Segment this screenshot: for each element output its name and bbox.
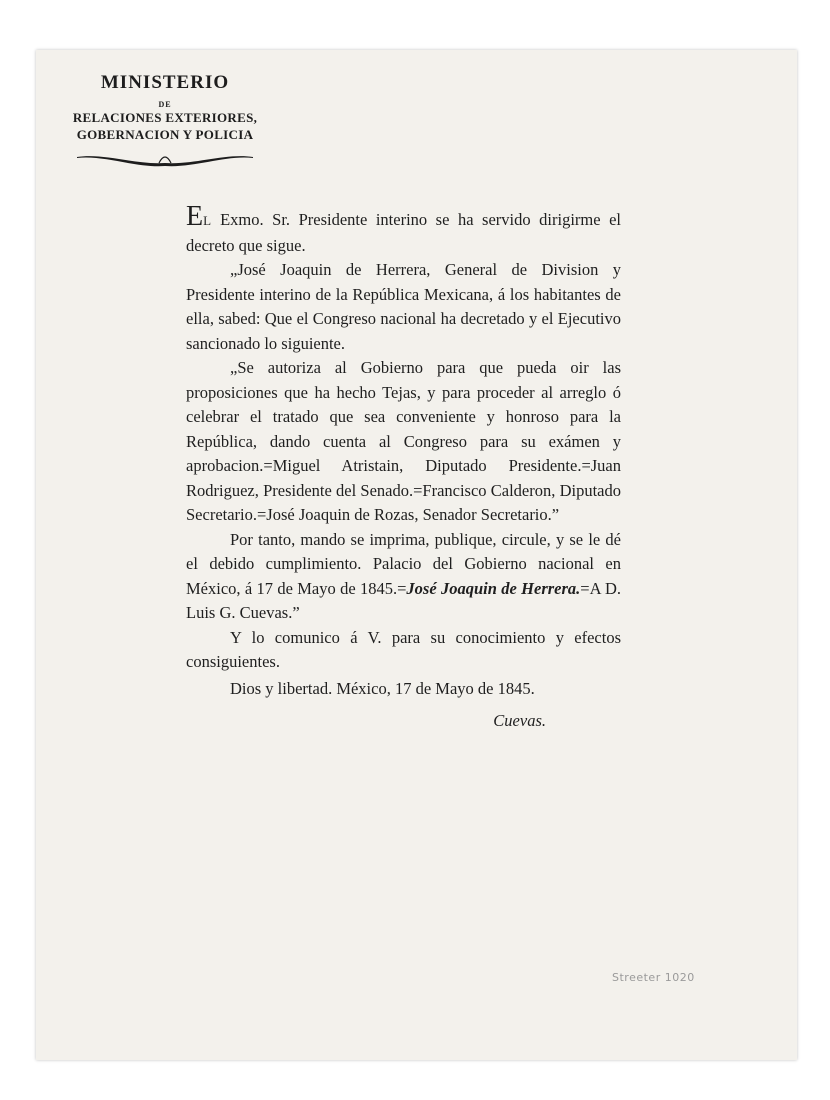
flourish-ornament <box>75 149 255 169</box>
paragraph-4-text-b: =A D. Luis G. Cuevas.” <box>186 578 621 622</box>
ministry-title: MINISTERIO <box>100 72 230 93</box>
paragraph-4 <box>186 528 621 626</box>
ministry-header <box>60 72 270 169</box>
drop-cap-smallcap: L <box>203 213 212 228</box>
ministry-line-1: RELACIONES EXTERIORES, <box>72 110 258 125</box>
closing-line: Dios y libertad. México, 17 de Mayo de 1845. <box>230 678 535 698</box>
decree-text <box>186 201 621 734</box>
drop-cap: E <box>186 201 204 232</box>
paragraph-1-text: Exmo. Sr. Presidente interino se ha servido dirigirme el decreto que sigue. <box>186 210 621 255</box>
paragraph-5: Y lo comunico á V. para su conocimiento y efectos consiguientes. <box>186 627 621 671</box>
pencil-annotation: Streeter 1020 <box>612 971 695 984</box>
ministry-de: DE <box>158 100 172 109</box>
signature: Cuevas. <box>493 711 546 730</box>
signatory-name: José Joaquin de Herrera. <box>406 578 581 598</box>
paragraph-3: „Se autoriza al Gobierno para que pueda oir las proposiciones que ha hecho Tejas, y para proceder al arreglo ó celebrar el tratado que sea conveniente y honroso para la República, dando cuenta al Congreso para su exámen y aprobacion.=Miguel Atristain, Diputado Presidente.=Juan Rodriguez, Presidente del Senado.=Francisco Calderon, Diputado Secretario.=José Joaquin de Rozas, Senador Secretario.” <box>186 358 621 524</box>
ministry-line-2: GOBERNACION Y POLICIA <box>76 127 254 142</box>
paragraph-1 <box>186 201 621 258</box>
paragraph-4-text-a: Por tanto, mando se imprima, publique, circule, y se le dé el debido cumplimiento. Palacio del Gobierno nacional en México, á 17 de Mayo de 1845.= <box>186 529 621 598</box>
paragraph-2: „José Joaquin de Herrera, General de Division y Presidente interino de la República Mexicana, á los habitantes de ella, sabed: Que el Congreso nacional ha decretado y el Ejecutivo sancionado lo siguiente. <box>186 260 621 353</box>
